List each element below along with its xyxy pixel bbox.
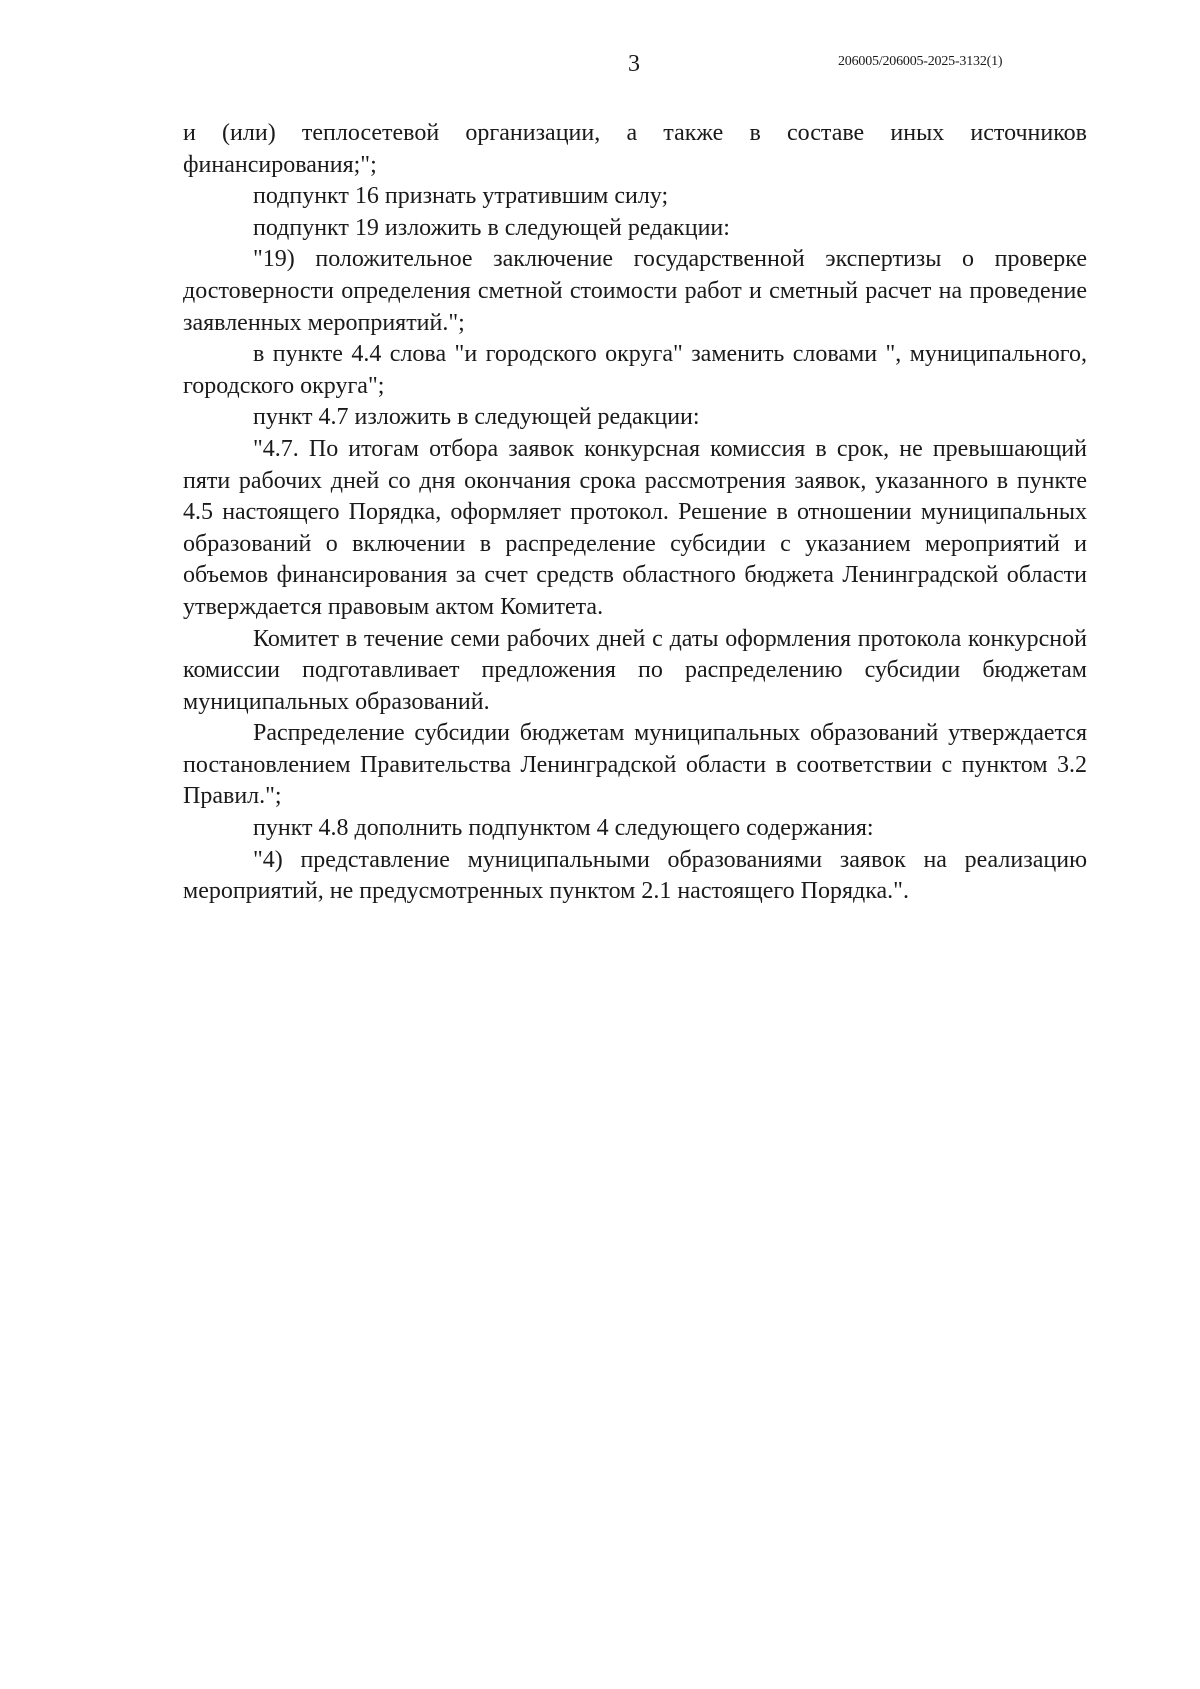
paragraph: в пункте 4.4 слова "и городского округа" заменить словами ", муниципального, городского округа";	[183, 341, 1087, 399]
paragraph: подпункт 16 признать утратившим силу;	[253, 183, 669, 210]
paragraph: "4) представление муниципальными образованиями заявок на реализацию мероприятий, не предусмотренных пунктом 2.1 настоящего Порядка.".	[183, 846, 1087, 905]
paragraph: и (или) теплосетевой организации, а также в составе иных источников финансирования;";	[183, 120, 1087, 178]
paragraph: Распределение субсидии бюджетам муниципальных образований утверждается постановлением Правительства Ленинградской области в соответствии с пунктом 3.2 Правил.";	[183, 720, 1087, 810]
paragraph: пункт 4.7 изложить в следующей редакции:	[253, 404, 700, 431]
paragraph: "4.7. По итогам отбора заявок конкурсная комиссия в срок, не превышающий пяти рабочих дней со дня окончания срока рассмотрения заявок, указанного в пункте 4.5 настоящего Порядка, оформляет протокол. Решение в отношении муниципальных образований о включении в распределение субсидии с указанием мероприятий и объемов финансирования за счет средств областного бюджета Ленинградской области утверждается правовым актом Комитета.	[183, 435, 1087, 620]
paragraph: Комитет в течение семи рабочих дней с даты оформления протокола конкурсной комиссии подготавливает предложения по распределению субсидии бюджетам муниципальных образований.	[183, 625, 1087, 715]
document-id: 206005/206005-2025-3132(1)	[838, 54, 1003, 69]
paragraph: "19) положительное заключение государственной экспертизы о проверке достоверности определения сметной стоимости работ и сметный расчет на проведение заявленных мероприятий.";	[183, 246, 1087, 336]
paragraph: пункт 4.8 дополнить подпунктом 4 следующего содержания:	[253, 815, 874, 842]
page-number: 3	[628, 51, 640, 77]
paragraph: подпункт 19 изложить в следующей редакции:	[253, 214, 730, 241]
document-body	[183, 118, 1087, 908]
